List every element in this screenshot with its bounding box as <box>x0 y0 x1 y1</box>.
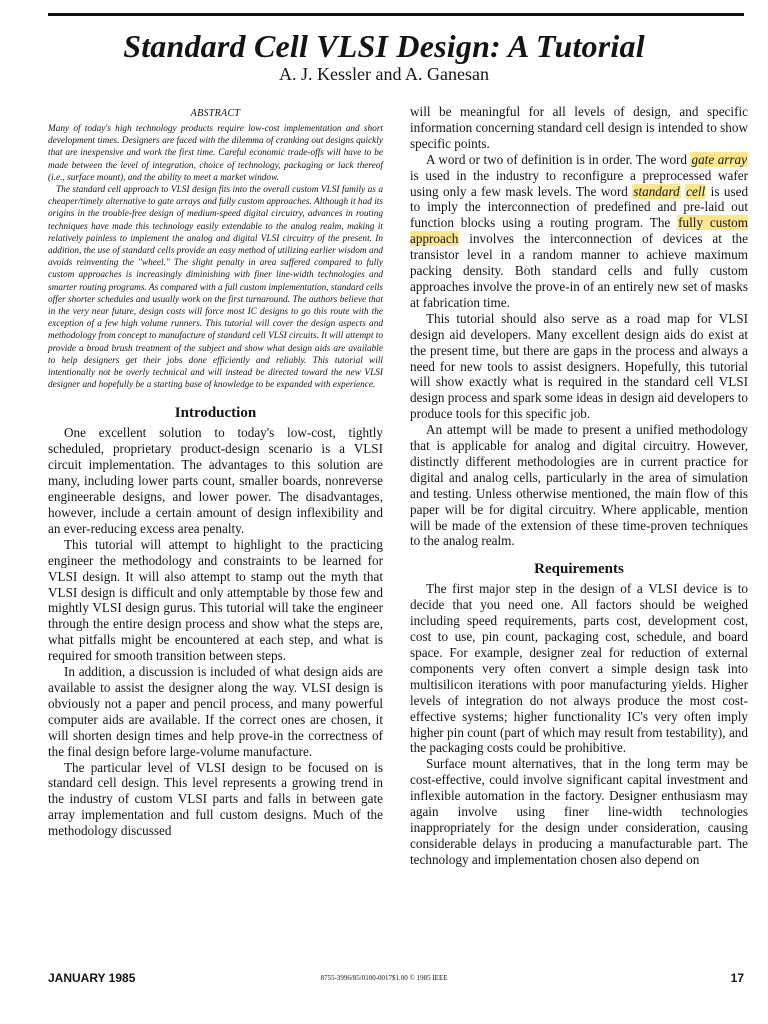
paper-authors: A. J. Kessler and A. Ganesan <box>279 64 489 84</box>
page-footer <box>0 971 768 991</box>
right-body <box>410 104 748 549</box>
definition-text-c: is used to imply the interconnection of predefined and pre-laid out function blocks using a routing program. The <box>410 183 749 231</box>
footer-date: JANUARY 1985 <box>48 971 136 985</box>
intro-paragraph-1: One excellent solution to today's low-cost, tightly scheduled, proprietary product-design scenario is a VLSI circuit implementation. The advantages to this solution are many, including lower parts count, smaller boards, nonreverse engineerable designs, and lower power. The disadvantages, however, include a certain amount of design inflexibility and an ever-reducing excess area penalty. <box>48 425 383 536</box>
abstract-paragraph-1: Many of today's high technology products require low-cost implementation and short development times. Designers are faced with the dilemma of cranking out designs quickly that are inexpensive and work the first time. Careful economic trade-offs will have to be made between the level of integration, choice of technology, packaging or lack thereof (i.e., surface mount), and the ability to meet a market window. <box>48 124 383 183</box>
requirements-paragraph-2: Surface mount alternatives, that in the long term may be cost-effective, could involve significant capital investment and inflexible automation in the factory. Designer enthusiasm may again involve using finer line-width technologies inappropriately for the design under consideration, causing considerable delays in producing a manufacturable part. The technology and implementation chosen also depend on <box>410 756 748 867</box>
intro-paragraph-3: In addition, a discussion is included of what design aids are available to assist the designer along the way. VLSI design is obviously not a paper and pencil process, and many powerful computer aids are available. If the correct ones are chosen, it will shorten design times and help prove-in the correctness of the final design before large-volume manufacture. <box>48 664 383 759</box>
highlight-fully-custom: fully custom approach <box>410 215 748 247</box>
definition-text-b: is used in the industry to reconfigure a preprocessed wafer using only a few mask levels. The word <box>410 167 748 199</box>
page-number: 17 <box>730 971 744 985</box>
footer-code: 8755-3996/85/0100-0017$1.00 © 1985 IEEE <box>320 974 448 982</box>
left-column <box>48 104 383 839</box>
abstract-body <box>48 123 383 391</box>
definition-paragraph <box>410 152 748 311</box>
introduction-heading: Introduction <box>174 405 257 422</box>
abstract-paragraph-2: The standard cell approach to VLSI design fits into the overall custom VLSI family as a cheaper/timely alternative to gate arrays and fully custom approaches. Although it had its origins in the trouble-free design of medium-speed digital circuitry, advances in routing techniques have made this technology easily extendable to the analog realm, making it relatively painless to implement the analog and digital VLSI circuitry of the present. In addition, the use of standard cells provide an easy method of utilizing earlier wisdom and avoids reinventing the "wheel." The slight penalty in area suffered compared to fully custom approaches is increasingly diminishing with finer line-width technologies and smarter routing programs. As compared with a full custom implementation, standard cells offer shorter schedules and usually work on the first turnaround. The authors believe that in the very near future, design costs will force most IC designs to go this route with the exception of a few high volume runners. This tutorial will cover the design aspects and methodology from concept to manufacture of standard cell VLSI circuits. It will attempt to provide a broad brush treatment of the subject and show what design aids are available to help designers get their jobs done efficiently and reliably. This tutorial will intentionally not be overly technical and will instead be directed toward the new VLSI designer and hopefully be a starting base of knowledge to be expanded with experience. <box>48 185 383 391</box>
intro-paragraph-2: This tutorial will attempt to highlight to the practicing engineer the methodology and constraints to be learned for VLSI design. It will also attempt to stamp out the myth that VLSI design is difficult and only attemptable by those few and mightly VLSI design gurus. This tutorial will take the engineer through the entire design process and show what the steps are, what pitfalls might be encountered at each step, and what is required for smooth transition between steps. <box>48 536 383 664</box>
right-column <box>410 104 748 868</box>
highlight-gate-array: gate array <box>691 151 747 167</box>
top-rule <box>48 13 744 16</box>
continuation-paragraph: will be meaningful for all levels of design, and specific information concerning standard cell design is intended to show specific points. <box>410 104 748 151</box>
roadmap-paragraph: This tutorial should also serve as a road map for VLSI design aid developers. Many excellent design aids do exist at the present time, but there are gaps in the process and always a need for new tools to assist designers. Hopefully, this tutorial will show exactly what is required in the standard cell VLSI design process and spark some ideas in design aid developers to produce tools for this specific job. <box>410 310 748 422</box>
highlight-standard: standard <box>633 183 680 199</box>
introduction-body <box>48 425 383 839</box>
requirements-paragraph-1: The first major step in the design of a VLSI device is to decide that you need one. All factors should be weighed including speed requirements, parts cost, development cost, cost to use, pin count, packaging cost, schedule, and board space. For example, designer zeal for reduction of external components very often convert a simple design task into multisilicon iterations with poor manufacturing yields. Higher levels of integration do not always produce the most cost-effective systems; higher functionality IC's very often imply higher pin count (part of which may result from testability), and the packaging costs could be prohibitive. <box>410 581 748 756</box>
abstract-heading: ABSTRACT <box>190 108 241 119</box>
intro-paragraph-4: The particular level of VLSI design to be focused on is standard cell design. This level represents a growing trend in the industry of custom VLSI parts and falls in between gate array implementation and full custom designs. Much of the methodology discussed <box>48 759 383 839</box>
requirements-heading: Requirements <box>534 561 624 578</box>
highlight-cell: cell <box>686 183 706 199</box>
definition-text-d: involves the interconnection of devices at the transistor level in a random manner to achieve maximum packing density. Both standard cells and fully custom approaches involve the prove-in of an entirely new set of masks at fabrication time. <box>410 231 749 310</box>
definition-text-a: A word or two of definition is in order. The word <box>426 151 687 167</box>
paper-title: Standard Cell VLSI Design: A Tutorial <box>123 28 645 64</box>
requirements-body <box>410 581 748 867</box>
methodology-paragraph: An attempt will be made to present a unified methodology that is applicable for analog and digital circuitry. However, distinctly different methodologies are in current practice for digital and analog cells, particularly in the area of simulation and testing. Unless otherwise mentioned, the main flow of this paper will be for digital circuitry. Where applicable, mention will be made of the extension of these time-proven techniques to the analog realm. <box>410 422 748 549</box>
